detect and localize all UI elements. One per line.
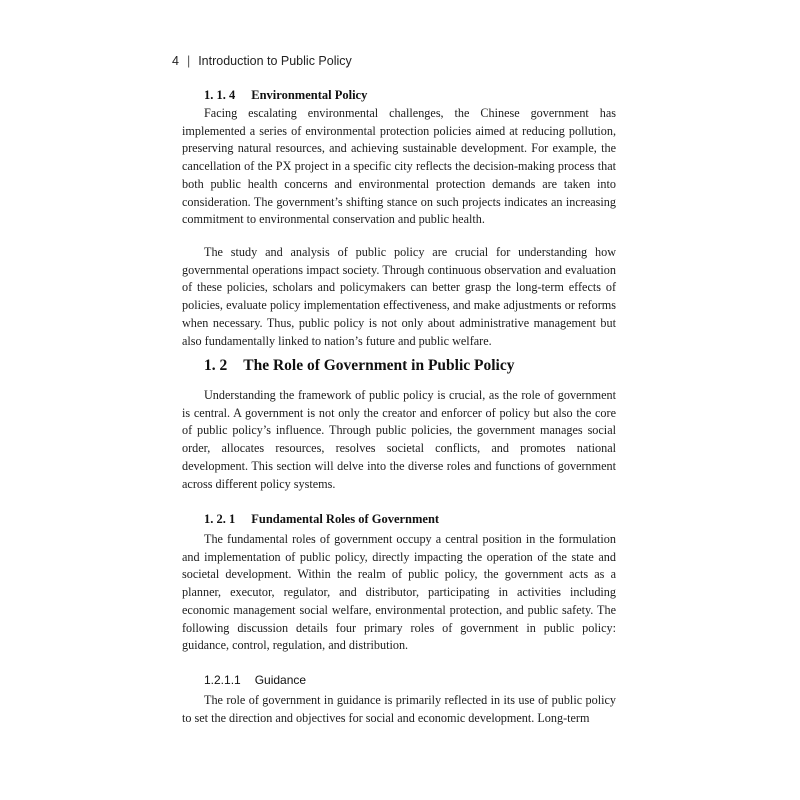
paragraph: The fundamental roles of government occupy a central position in the formulation and implementation of public policy, directly impacting the operation of the state and societal development. Within the realm of public policy, the government acts as a planner, executor, regulator, and distributor, participating in activities including economic management social welfare, environmental protection, and public safety. The following discussion details four primary roles of government in public policy: guidance, control, regulation, and distribution. [182, 532, 616, 653]
section-number: 1.2.1.1 [204, 673, 241, 687]
section-heading-1-2-1-1 [204, 673, 306, 687]
section-title: Guidance [254, 673, 307, 687]
header-separator: | [186, 54, 191, 68]
section-title: Environmental Policy [251, 88, 368, 102]
paragraph: The study and analysis of public policy are crucial for understanding how governmental operations impact society. Through continuous observation and evaluation of these policies, scholars and policymakers can better grasp the long-term effects of policies, evaluate policy implementation effectiveness, and make adjustments or reforms when necessary. Thus, public policy is not only about administrative management but also fundamentally linked to nation’s future and public welfare. [182, 245, 616, 348]
section-number: 1. 2. 1 [204, 512, 236, 526]
paragraph-guidance [182, 692, 616, 727]
paragraph: The role of government in guidance is primarily reflected in its use of public policy to set the direction and objectives for social and economic development. Long-term [182, 693, 616, 725]
page-number: 4 [172, 54, 179, 68]
paragraph-fundamental-roles [182, 531, 616, 655]
section-number: 1. 1. 4 [204, 88, 236, 102]
section-title: The Role of Government in Public Policy [243, 357, 515, 374]
section-number: 1. 2 [204, 357, 228, 374]
section-heading-1-2-1 [204, 512, 439, 527]
paragraph-role-of-government [182, 387, 616, 493]
paragraph-public-policy-study [182, 244, 616, 350]
paragraph-environmental-policy [182, 105, 616, 229]
paragraph: Understanding the framework of public policy is crucial, as the role of government is central. A government is not only the creator and enforcer of policy but also the core of public policy’s influence. Through public policies, the government manages social order, allocates resources, resolves societal conflicts, and promotes national development. This section will delve into the diverse roles and functions of government across different policy systems. [182, 388, 616, 491]
section-heading-1-2 [204, 357, 514, 375]
paragraph: Facing escalating environmental challenges, the Chinese government has implemented a series of environmental protection policies aimed at reducing pollution, preserving natural resources, and achieving sustainable development. For example, the cancellation of the PX project in a specific city reflects the decision-making process that both public health concerns and environmental protection demands are taken into consideration. The government’s shifting stance on such projects indicates an increasing commitment to environmental conservation and public health. [182, 106, 616, 227]
running-header [172, 54, 352, 68]
running-title: Introduction to Public Policy [198, 54, 352, 68]
section-title: Fundamental Roles of Government [251, 512, 440, 526]
section-heading-1-1-4 [204, 88, 367, 103]
